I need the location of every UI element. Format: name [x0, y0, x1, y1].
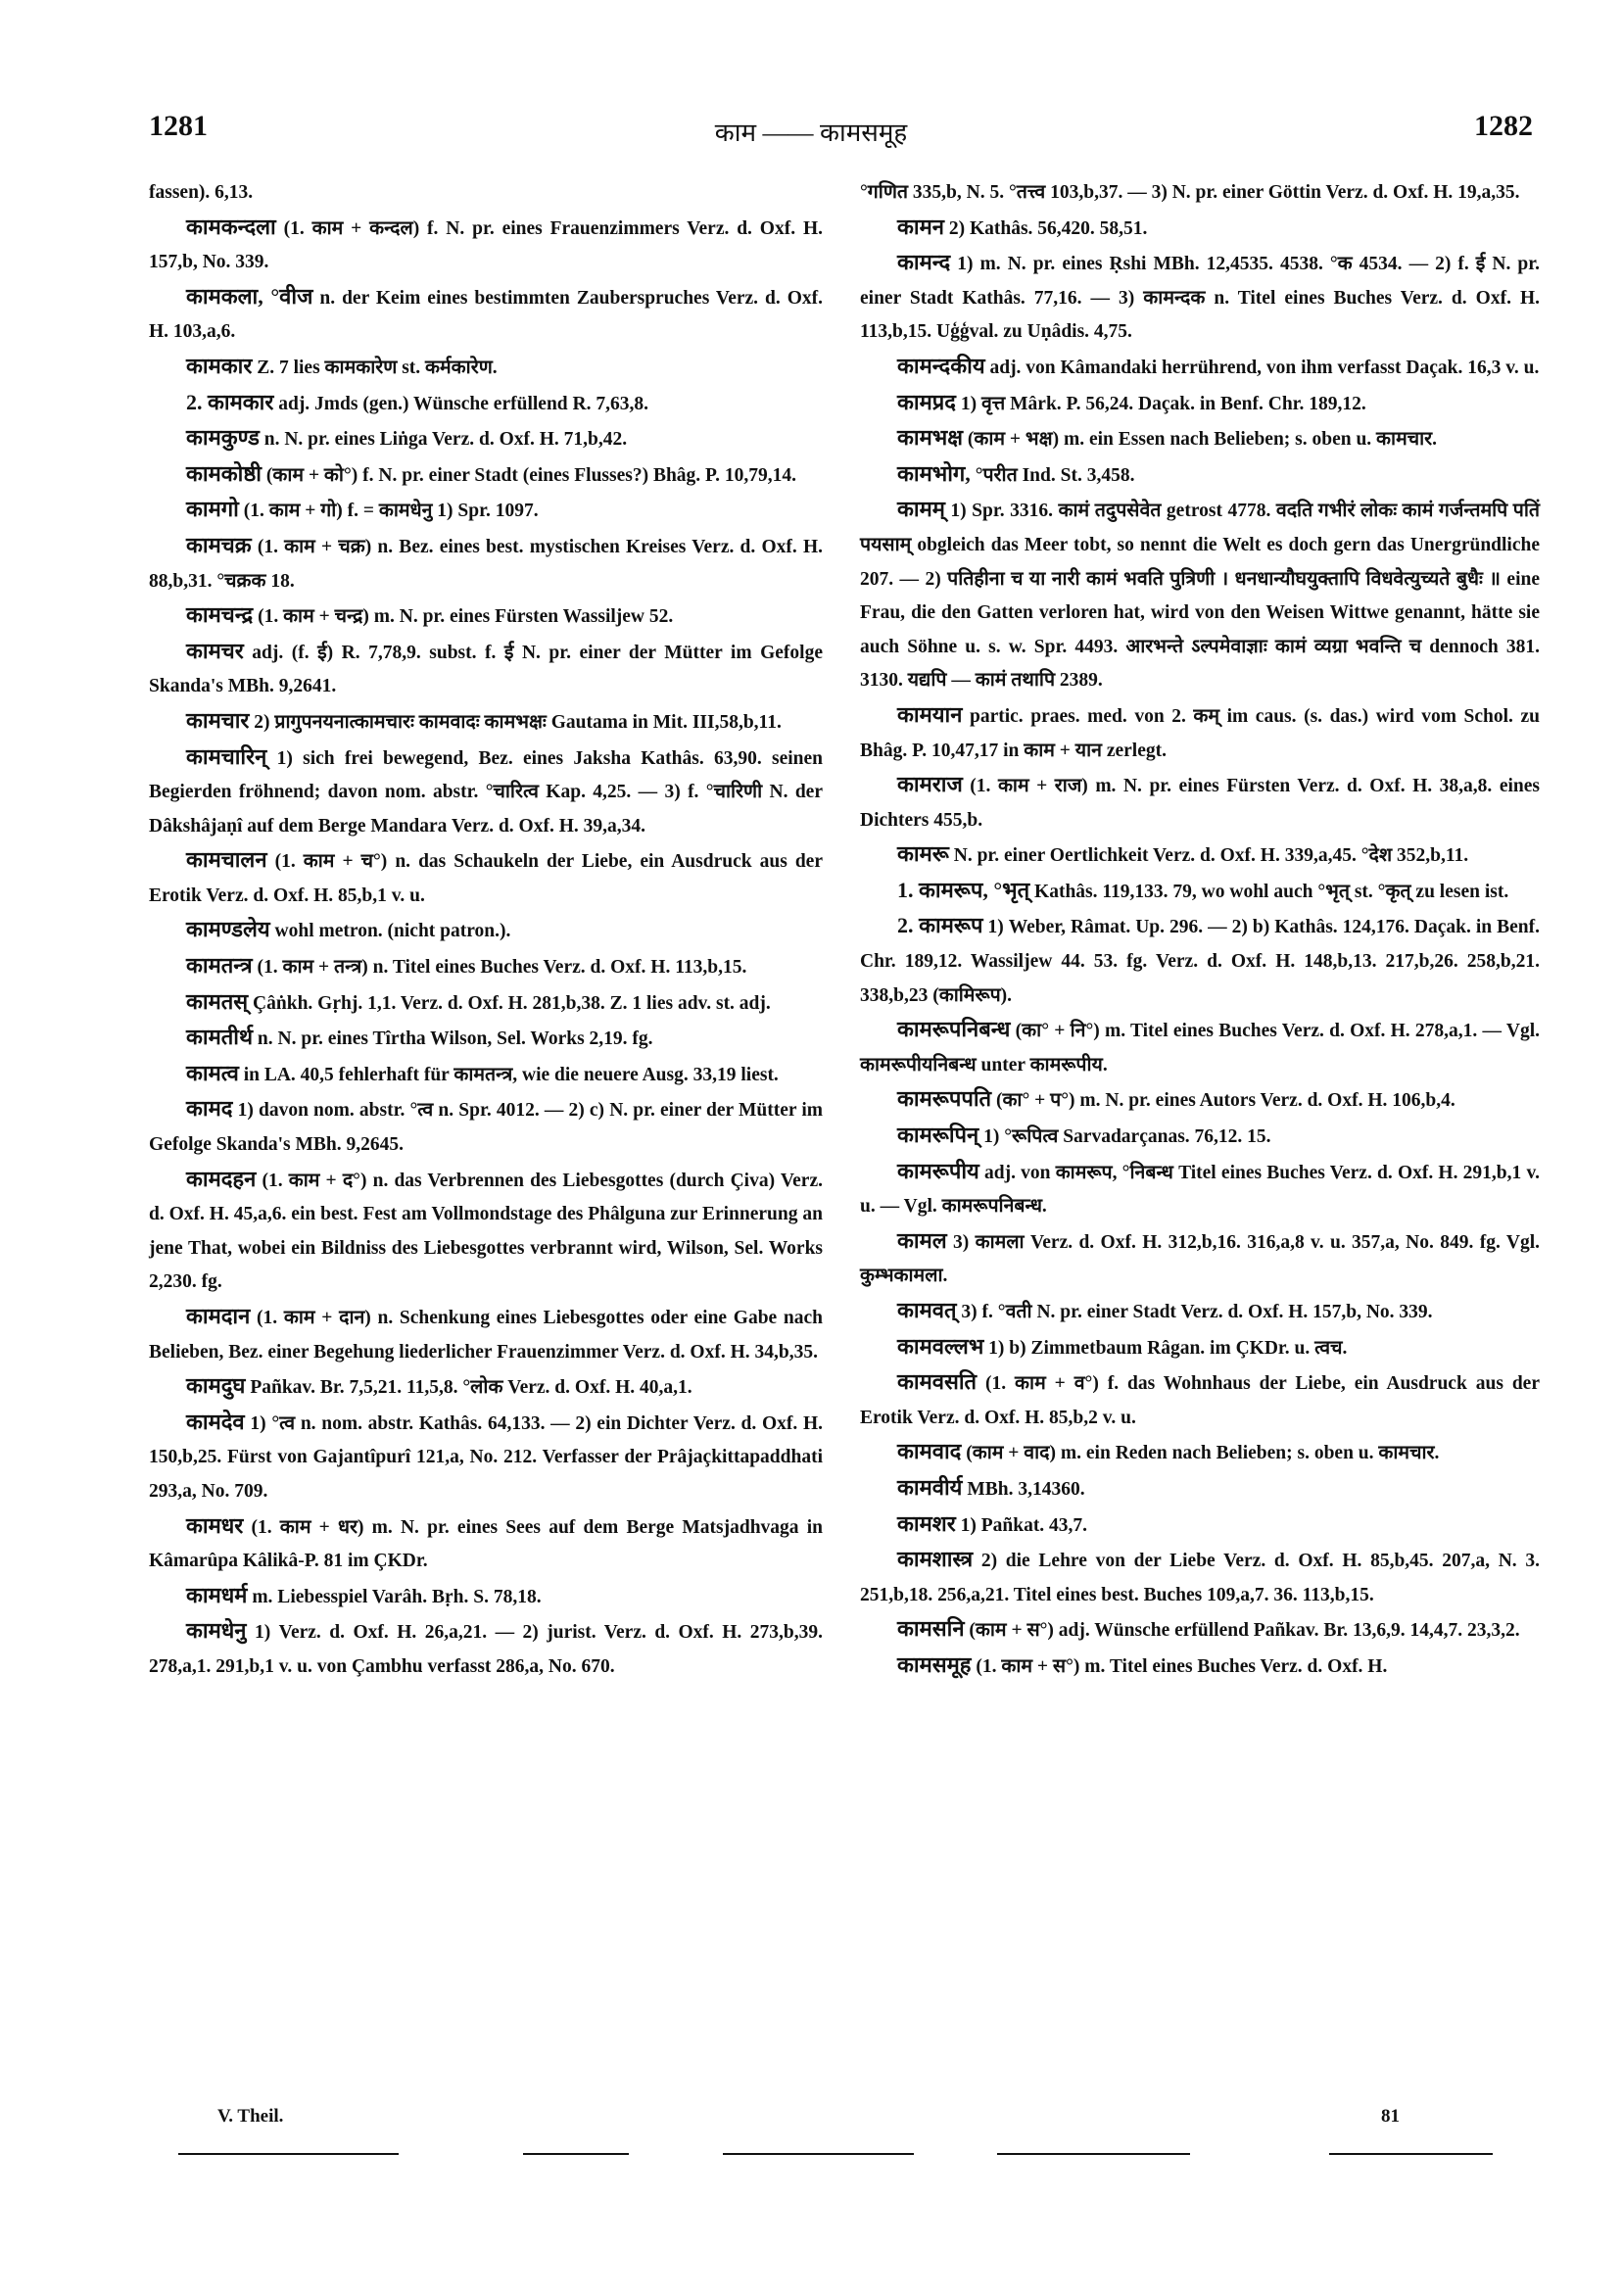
- entry-headword: कामत्व: [186, 1060, 239, 1085]
- entry-headword: कामवाद: [897, 1439, 962, 1464]
- entry-headword: कामण्डलेय: [186, 917, 270, 942]
- entry-body: Pañkav. Br. 7,5,21. 11,5,8. °लोक Verz. d. Oxf. H. 40,a,1.: [245, 1377, 692, 1399]
- entry-body: 1) m. N. pr. eines Ṛshi MBh. 12,4535. 4538. °क 4534. — 2) f. ई N. pr. einer Stadt Kathâs. 77,16. — 3) कामन्दक n. Titel eines Buches Verz. d. Oxf. H. 113,b,15. Uģģval. zu Uṇâdis. 4,75.: [860, 254, 1540, 343]
- entry-headword: कामवल्लभ: [897, 1333, 984, 1359]
- dictionary-entry: [860, 909, 1540, 1013]
- entry-body: Çâṅkh. Gṛhj. 1,1. Verz. d. Oxf. H. 281,b,38. Z. 1 lies adv. st. adj.: [248, 992, 771, 1014]
- entry-headword: कामवीर्य: [897, 1474, 963, 1500]
- dictionary-entry: [149, 913, 823, 949]
- entry-body: 1) Spr. 3316. कामं तदुपसेवेत getrost 4778. वदति गभीरं लोकः कामं गर्जन्तमपि पतिं पयसाम् obgleich das Meer tobt, so nennt die Welt es doch gern das Unergründliche 207. — 2) पतिहीना च या नारी कामं भवति पुत्रिणी । धनधान्यौघयुक्तापि विधवेत्युच्यते बुधैः ॥ eine Frau, die den Gatten verloren hat, wird von den Weisen Wittwe genannt, hätte sie auch Söhne u. s. w. Spr. 4493. आरभन्ते ऽल्पमेवाज्ञाः कामं व्यग्रा भवन्ति च dennoch 381. 3130. यद्यपि — कामं तथापि 2389.: [860, 501, 1540, 692]
- dictionary-entry: [860, 837, 1540, 874]
- entry-headword: कामम्: [897, 497, 945, 522]
- entry-body: adj. (f. ई) R. 7,78,9. subst. f. ई N. pr. einer der Mütter im Gefolge Skanda's MBh. 9,2641.: [149, 642, 823, 697]
- entry-headword: कामकला, °वीज: [186, 283, 313, 309]
- dictionary-entry: [860, 874, 1540, 910]
- cut-rule: [178, 2153, 399, 2155]
- dictionary-entry: [149, 704, 823, 741]
- entry-body: 3) कामला Verz. d. Oxf. H. 312,b,16. 316,a,8 v. u. 357,a, No. 849. fg. Vgl. कुम्भकामला.: [860, 1231, 1540, 1287]
- entry-body: in LA. 40,5 fehlerhaft für कामतन्त्र, wie die neuere Ausg. 33,19 liest.: [238, 1064, 779, 1085]
- entry-body: °गणित 335,b, N. 5. °तत्त्व 103,b,37. — 3) N. pr. einer Göttin Verz. d. Oxf. H. 19,a,35.: [860, 182, 1520, 203]
- entry-body: 2) die Lehre von der Liebe Verz. d. Oxf. H. 85,b,45. 207,a, N. 3. 251,b,18. 256,a,21. Titel eines best. Buches 109,a,7. 36. 113,b,15.: [860, 1551, 1540, 1605]
- dictionary-entry: [149, 1509, 823, 1579]
- entry-body: (1. काम + चन्द्र) m. N. pr. eines Fürsten Wassiljew 52.: [253, 606, 674, 628]
- entry-body: 1) b) Zimmetbaum Râgan. im ÇKDr. u. त्वच.: [983, 1337, 1348, 1359]
- entry-body: (1. काम + स°) m. Titel eines Buches Verz. d. Oxf. H.: [971, 1655, 1388, 1677]
- entry-body: (काम + को°) f. N. pr. einer Stadt (eines Flusses?) Bhâg. P. 10,79,14.: [262, 464, 797, 486]
- entry-body: 2) Kathâs. 56,420. 58,51.: [943, 217, 1148, 239]
- dictionary-entry: [149, 1057, 823, 1093]
- entry-headword: कामचन्द्र: [186, 602, 254, 628]
- entry-headword: कामवत्: [897, 1298, 957, 1322]
- dictionary-entry: [149, 350, 823, 386]
- dictionary-entry: [860, 211, 1540, 247]
- dictionary-entry: [860, 1543, 1540, 1612]
- entry-body: fassen). 6,13.: [149, 182, 254, 203]
- entry-headword: कामद: [186, 1096, 233, 1122]
- entry-body: (1. काम + राज) m. N. pr. eines Fürsten Verz. d. Oxf. H. 38,a,8. eines Dichters 455,b.: [860, 776, 1540, 831]
- entry-headword: कामधेनु: [186, 1618, 247, 1644]
- dictionary-entry: [860, 1082, 1540, 1119]
- entry-body: 1) °त्व n. nom. abstr. Kathâs. 64,133. — 2) ein Dichter Verz. d. Oxf. H. 150,b,25. Fürst von Gajantîpurî 121,a, No. 212. Verfasser der Prâjaçkittapaddhati 293,a, No. 709.: [149, 1412, 823, 1502]
- entry-headword: 2. कामरूप: [897, 913, 983, 938]
- dictionary-entry: [860, 1649, 1540, 1685]
- entry-body: n. N. pr. eines Tîrtha Wilson, Sel. Works 2,19. fg.: [253, 1028, 653, 1050]
- dictionary-entry: [149, 741, 823, 844]
- entry-body: (1. काम + द°) n. das Verbrennen des Liebesgottes (durch Çiva) Verz. d. Oxf. H. 45,a,6. ein best. Fest am Vollmondstage des Phâlguna zur Erinnerung an jene That, wobei ein Bildniss des Liebesgottes verbrannt wird, Wilson, Sel. Works 2,230. fg.: [149, 1170, 823, 1293]
- entry-headword: कामन्दकीय: [897, 353, 985, 378]
- entry-headword: कामदेव: [186, 1409, 245, 1434]
- entry-body: n. N. pr. eines Liṅga Verz. d. Oxf. H. 71,b,42.: [259, 429, 628, 451]
- dictionary-entry: [149, 1406, 823, 1509]
- dictionary-entry: [860, 1435, 1540, 1471]
- cut-rule: [997, 2153, 1190, 2155]
- entry-body: 1) sich frei bewegend, Bez. eines Jaksha Kathâs. 63,90. seinen Begierden fröhnend; davon nom. abstr. °चारित्व Kap. 4,25. — 3) f. °चारिणी N. der Dâkshâjaṇî auf dem Berge Mandara Verz. d. Oxf. H. 39,a,34.: [149, 747, 823, 837]
- running-title: काम —— कामसमूह: [714, 119, 908, 147]
- entry-body: wohl metron. (nicht patron.).: [269, 921, 511, 942]
- dictionary-entry: [860, 176, 1540, 211]
- signature-mark: 81: [1381, 2106, 1400, 2127]
- dictionary-entry: [860, 768, 1540, 837]
- dictionary-entry: [860, 421, 1540, 457]
- entry-body: (1. काम + गो) f. = कामधेनु 1) Spr. 1097.: [238, 501, 539, 522]
- dictionary-entry: [149, 176, 823, 211]
- left-column: [149, 176, 823, 1685]
- entry-headword: कामचारिन्: [186, 743, 267, 769]
- entry-headword: कामल: [897, 1227, 947, 1253]
- entry-body: adj. von कामरूप, °निबन्ध Titel eines Buches Verz. d. Oxf. H. 291,b,1 v. u. — Vgl. कामरूपनिबन्ध.: [860, 1162, 1540, 1218]
- dictionary-entry: [149, 493, 823, 529]
- dictionary-entry: [860, 1119, 1540, 1155]
- entry-headword: कामशास्त्र: [897, 1547, 974, 1572]
- dictionary-entry: [149, 1369, 823, 1406]
- entry-headword: कामतस्: [186, 988, 249, 1014]
- entry-headword: कामतन्त्र: [186, 953, 253, 979]
- entry-body: 1) °रूपित्व Sarvadarçanas. 76,12. 15.: [978, 1126, 1271, 1148]
- entry-body: MBh. 3,14360.: [962, 1478, 1085, 1500]
- entry-body: (1. काम + धर) m. N. pr. eines Sees auf dem Berge Matsjadhvaga in Kâmarûpa Kâlikâ-P. 81 im ÇKDr.: [149, 1516, 823, 1572]
- dictionary-entry: [860, 1013, 1540, 1082]
- dictionary-entry: [860, 698, 1540, 768]
- dictionary-entry: [149, 1021, 823, 1057]
- cut-rule: [1329, 2153, 1493, 2155]
- entry-headword: कामभोग,: [897, 460, 971, 486]
- entry-headword: कामदान: [186, 1304, 251, 1328]
- entry-body: 2) प्रागुपनयनात्कामचारः कामवादः कामभक्षः Gautama in Mit. III,58,b,11.: [249, 711, 782, 733]
- dictionary-entry: [149, 843, 823, 913]
- dictionary-entry: [149, 985, 823, 1022]
- entry-body: (1. काम + कन्दल) f. N. pr. eines Frauenzimmers Verz. d. Oxf. H. 157,b, No. 339.: [149, 217, 823, 273]
- entry-headword: कामरू: [897, 841, 949, 867]
- entry-body: 1) Verz. d. Oxf. H. 26,a,21. — 2) jurist. Verz. d. Oxf. H. 273,b,39. 278,a,1. 291,b,1 v. u. von Çambhu verfasst 286,a, No. 670.: [149, 1622, 823, 1677]
- page-number-right: 1282: [1474, 110, 1533, 142]
- entry-headword: कामचर: [186, 638, 244, 663]
- dictionary-entry: [860, 386, 1540, 422]
- entry-headword: कामदुघ: [186, 1373, 246, 1399]
- entry-body: 1) davon nom. abstr. °त्व n. Spr. 4012. — 2) c) N. pr. einer der Mütter im Gefolge Skanda's MBh. 9,2645.: [149, 1100, 823, 1156]
- entry-headword: कामधर: [186, 1512, 244, 1538]
- entry-headword: कामरूपीय: [897, 1158, 979, 1183]
- entry-headword: कामवसति: [897, 1369, 978, 1395]
- dictionary-entry: [149, 1163, 823, 1300]
- dictionary-entry: [860, 246, 1540, 350]
- dictionary-entry: [860, 493, 1540, 698]
- entry-body: adj. Jmds (gen.) Wünsche erfüllend R. 7,63,8.: [273, 393, 648, 414]
- dictionary-entry: [149, 635, 823, 704]
- entry-headword: कामसमूह: [897, 1651, 972, 1677]
- entry-headword: कामचालन: [186, 847, 267, 873]
- entry-body: (काम + स°) adj. Wünsche erfüllend Pañkav. Br. 13,6,9. 14,4,7. 23,3,2.: [964, 1620, 1520, 1642]
- entry-body: N. pr. einer Oertlichkeit Verz. d. Oxf. H. 339,a,45. °देश 352,b,11.: [948, 845, 1469, 867]
- dictionary-entry: [860, 1155, 1540, 1224]
- dictionary-entry: [149, 280, 823, 350]
- entry-body: (का° + नि°) m. Titel eines Buches Verz. d. Oxf. H. 278,a,1. — Vgl. कामरूपीयनिबन्ध unter कामरूपीय.: [860, 1021, 1540, 1076]
- entry-body: (1. काम + च°) n. das Schaukeln der Liebe, ein Ausdruck aus der Erotik Verz. d. Oxf. H. 85,b,1 v. u.: [149, 851, 823, 906]
- entry-body: (काम + वाद) m. ein Reden nach Belieben; s. oben u. कामचार.: [961, 1443, 1440, 1464]
- dictionary-entry: [149, 386, 823, 422]
- entry-headword: कामदहन: [186, 1166, 257, 1191]
- entry-headword: कामधर्म: [186, 1582, 248, 1607]
- entry-body: °परीत Ind. St. 3,458.: [970, 464, 1135, 486]
- entry-headword: कामयान: [897, 701, 963, 727]
- page-number-left: 1281: [149, 110, 208, 142]
- entry-headword: 1. कामरूप, °भृत्: [897, 877, 1030, 902]
- dictionary-entry: [860, 457, 1540, 494]
- entry-headword: कामराज: [897, 772, 963, 797]
- entry-body: n. der Keim eines bestimmten Zauberspruches Verz. d. Oxf. H. 103,a,6.: [149, 287, 823, 343]
- entry-headword: कामभक्ष: [897, 425, 963, 451]
- volume-note: V. Theil.: [217, 2106, 284, 2127]
- dictionary-entry: [860, 1224, 1540, 1294]
- entry-body: Kathâs. 119,133. 79, wo wohl auch °भृत् st. °कृत् zu lesen ist.: [1029, 881, 1509, 902]
- entry-body: adj. von Kâmandaki herrührend, von ihm verfasst Daçak. 16,3 v. u.: [984, 357, 1540, 378]
- entry-body: (1. काम + दान) n. Schenkung eines Liebesgottes oder eine Gabe nach Belieben, Bez. einer Begehung liederlicher Frauenzimmer Verz. d. Oxf. H. 34,b,35.: [149, 1308, 823, 1363]
- dictionary-entry: [860, 1330, 1540, 1366]
- entry-body: m. Liebesspiel Varâh. Bṛh. S. 78,18.: [247, 1586, 542, 1607]
- entry-headword: कामन: [897, 214, 944, 239]
- entry-headword: कामकोष्ठी: [186, 460, 262, 486]
- entry-headword: कामशर: [897, 1510, 956, 1536]
- entry-headword: कामकार: [186, 353, 253, 378]
- entry-body: Z. 7 lies कामकारेण st. कर्मकारेण.: [252, 357, 498, 378]
- entry-body: 1) वृत्त Mârk. P. 56,24. Daçak. in Benf. Chr. 189,12.: [955, 393, 1366, 414]
- entry-headword: कामगो: [186, 497, 239, 522]
- entry-body: partic. praes. med. von 2. कम् im caus. (s. das.) wird vom Schol. zu Bhâg. P. 10,47,17 in काम + यान zerlegt.: [860, 705, 1540, 761]
- entry-body: 1) Pañkat. 43,7.: [955, 1514, 1088, 1536]
- dictionary-entry: [860, 1471, 1540, 1507]
- entry-body: 3) f. °वती N. pr. einer Stadt Verz. d. Oxf. H. 157,b, No. 339.: [956, 1302, 1433, 1322]
- dictionary-entry: [149, 949, 823, 985]
- entry-body: (का° + प°) m. N. pr. eines Autors Verz. d. Oxf. H. 106,b,4.: [991, 1090, 1455, 1112]
- entry-headword: 2. कामकार: [186, 389, 274, 414]
- dictionary-entry: [149, 1614, 823, 1684]
- right-column: [860, 176, 1540, 1685]
- entry-headword: कामरूपिन्: [897, 1123, 979, 1148]
- entry-body: (1. काम + चक्र) n. Bez. eines best. mystischen Kreises Verz. d. Oxf. H. 88,b,31. °चक्रक 18.: [149, 536, 823, 592]
- dictionary-entry: [149, 211, 823, 280]
- entry-headword: कामप्रद: [897, 389, 956, 414]
- entry-body: (1. काम + तन्त्र) n. Titel eines Buches Verz. d. Oxf. H. 113,b,15.: [252, 957, 747, 979]
- entry-headword: कामकन्दला: [186, 214, 276, 239]
- dictionary-entry: [860, 1365, 1540, 1435]
- entry-headword: कामन्द: [897, 250, 951, 275]
- dictionary-entry: [149, 1300, 823, 1369]
- entry-headword: कामचार: [186, 707, 250, 733]
- entry-body: (1. काम + व°) f. das Wohnhaus der Liebe, ein Ausdruck aus der Erotik Verz. d. Oxf. H. 85,b,2 v. u.: [860, 1373, 1540, 1428]
- entry-headword: कामरूपपति: [897, 1086, 992, 1112]
- dictionary-entry: [149, 457, 823, 494]
- entry-headword: कामसनि: [897, 1616, 965, 1642]
- entry-body: 1) Weber, Râmat. Up. 296. — 2) b) Kathâs. 124,176. Daçak. in Benf. Chr. 189,12. Wassiljew 44. 53. fg. Verz. d. Oxf. H. 148,b,13. 217,b,26. 258,b,21. 338,b,23 (कामिरूप).: [860, 917, 1540, 1006]
- dictionary-entry: [149, 1092, 823, 1162]
- dictionary-entry: [149, 529, 823, 598]
- dictionary-entry: [860, 1507, 1540, 1544]
- entry-headword: कामकुण्ड: [186, 425, 260, 451]
- dictionary-entry: [860, 1294, 1540, 1330]
- dictionary-entry: [860, 1612, 1540, 1649]
- entry-headword: कामचक्र: [186, 532, 252, 557]
- cut-rule: [523, 2153, 629, 2155]
- cut-rule: [723, 2153, 914, 2155]
- dictionary-entry: [860, 350, 1540, 386]
- entry-body: (काम + भक्ष) m. ein Essen nach Belieben; s. oben u. कामचार.: [963, 429, 1438, 451]
- dictionary-entry: [149, 421, 823, 457]
- entry-headword: कामरूपनिबन्ध: [897, 1017, 1011, 1042]
- entry-headword: कामतीर्थ: [186, 1025, 254, 1050]
- dictionary-entry: [149, 598, 823, 635]
- dictionary-entry: [149, 1579, 823, 1615]
